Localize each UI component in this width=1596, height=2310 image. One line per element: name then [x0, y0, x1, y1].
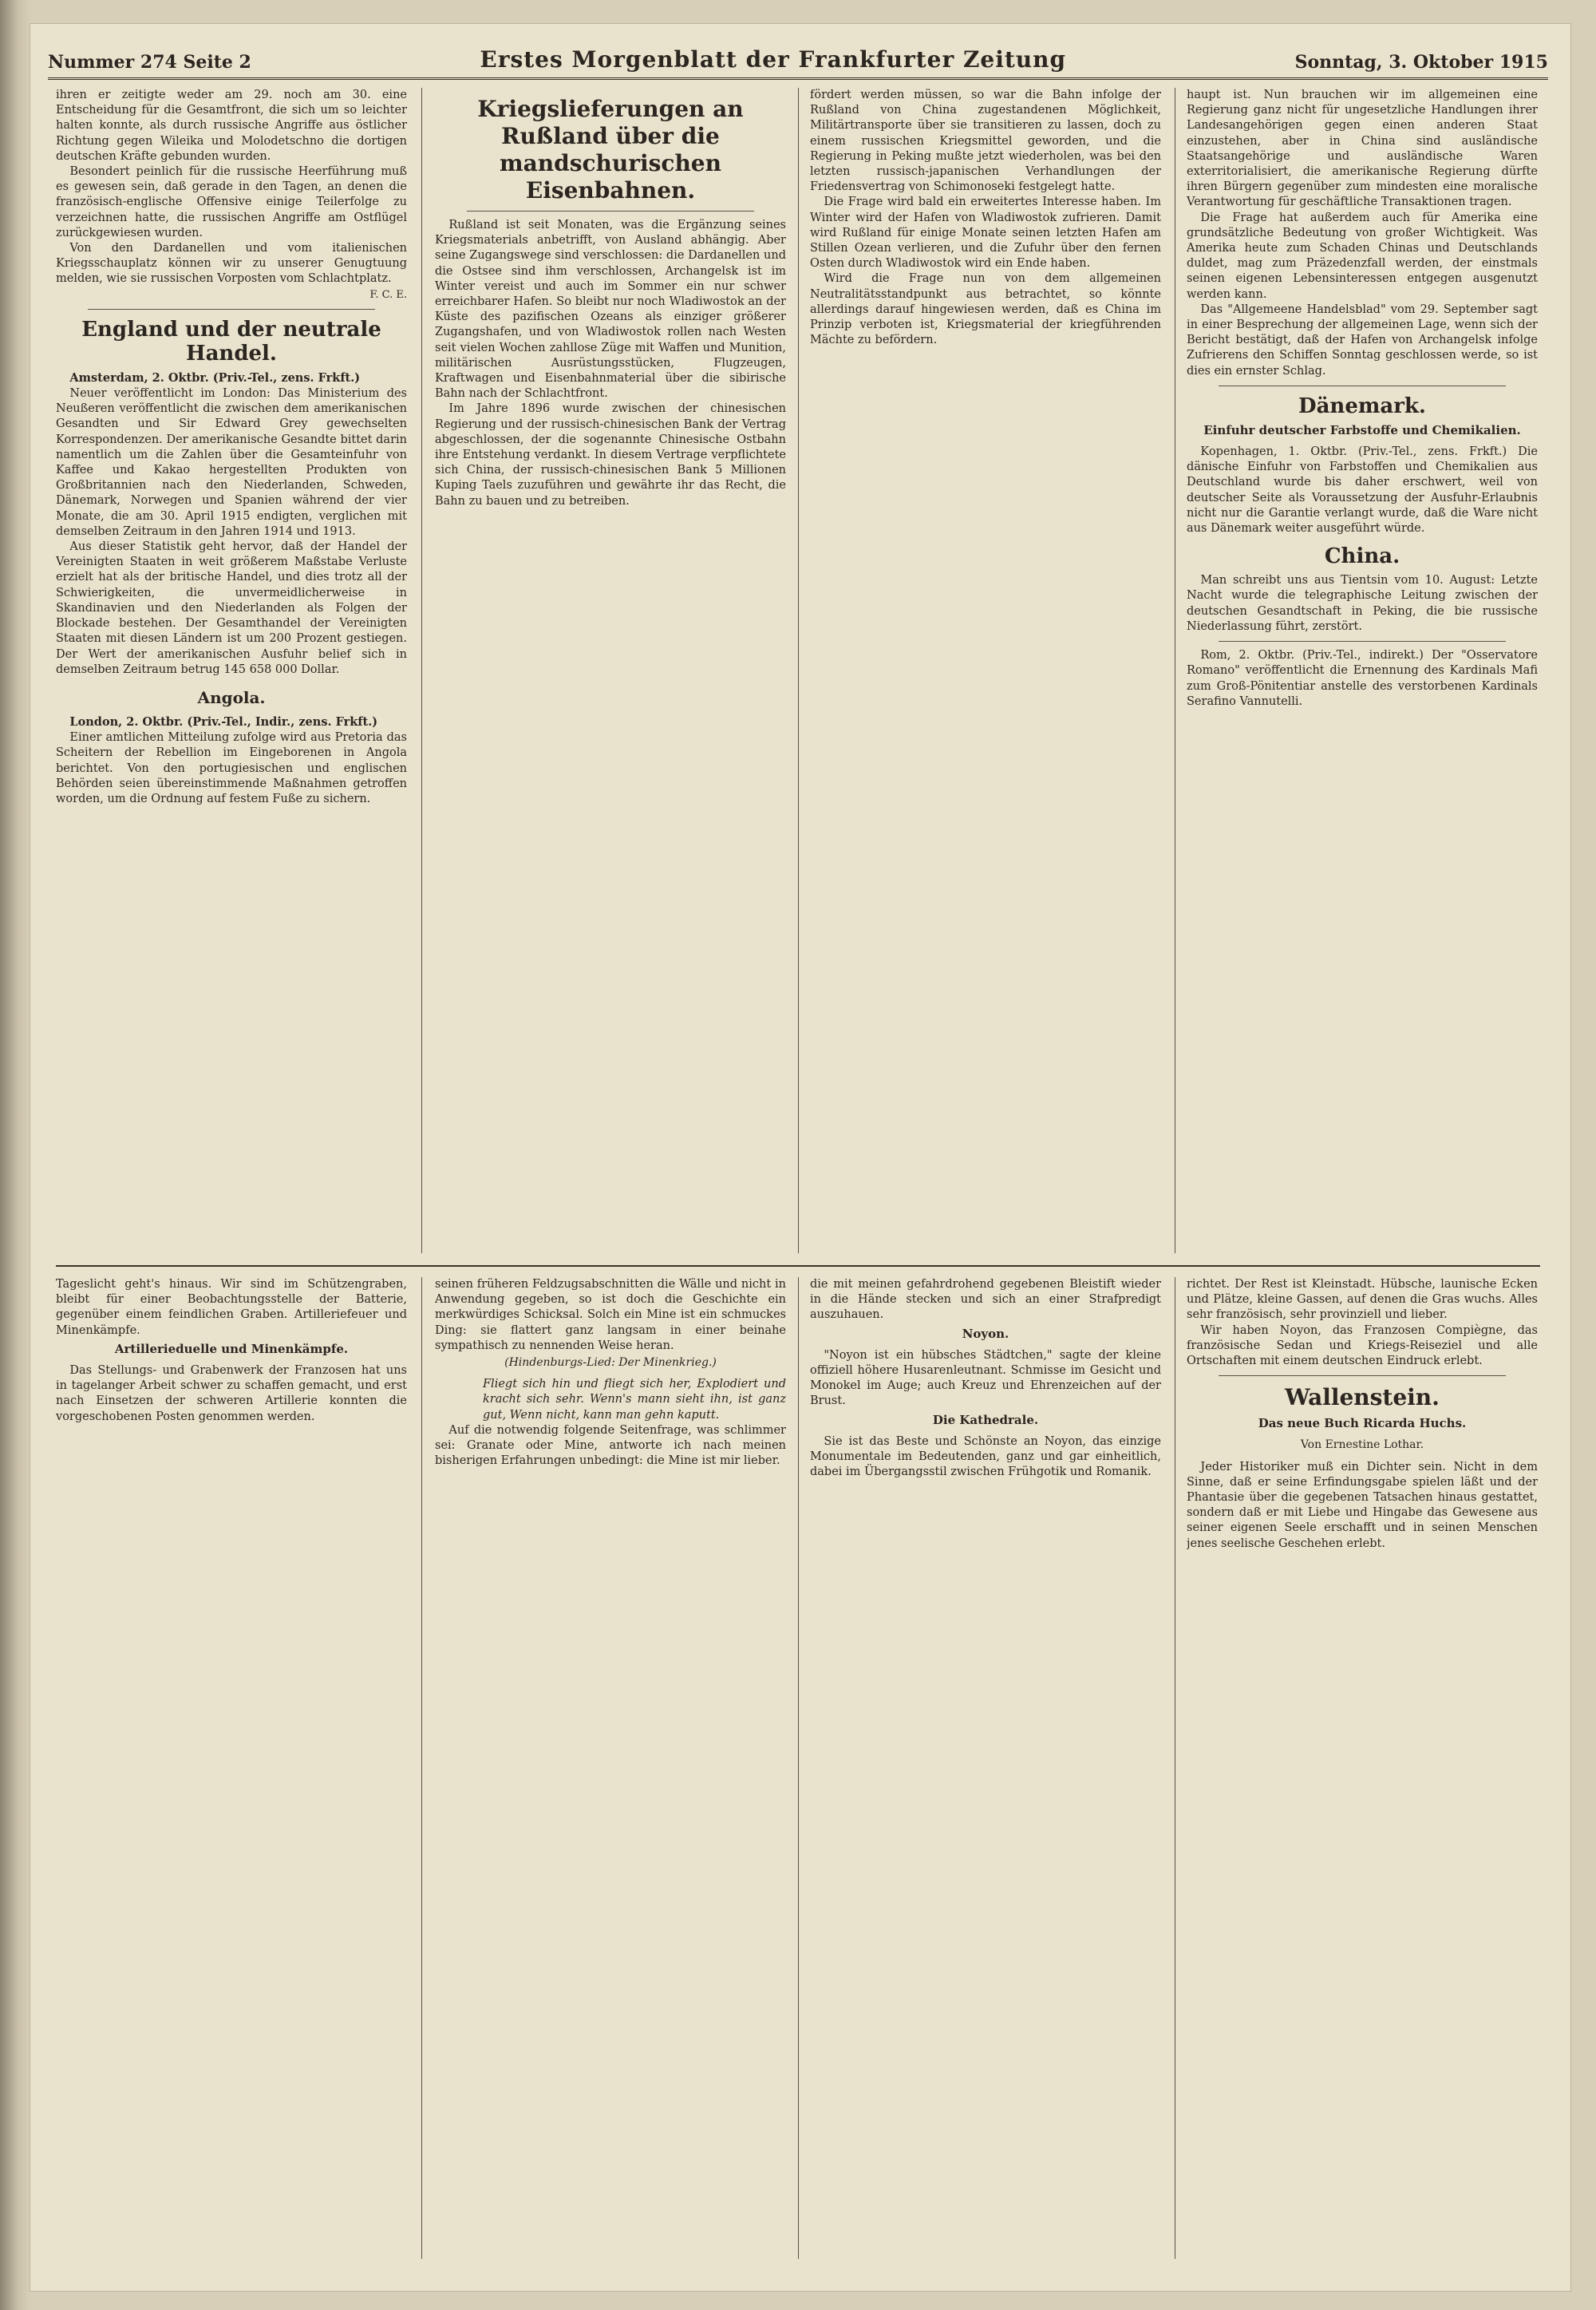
article-text: Besondert peinlich für die russische Heerführung muß es gewesen sein, daß gerade in den Tagen, an denen die französisch-englische Offensive einige Teilerfolge zu verzeichnen hatte, die russischen Angriffe am Ostflügel zurückgewiesen wurden.	[56, 165, 407, 239]
author-signature: F. C. E.	[369, 288, 407, 301]
daenemark-subheading: Einfuhr deutscher Farbstoffe und Chemikalien.	[1203, 422, 1521, 437]
book-binding	[0, 0, 30, 2310]
article-quote: Aus dieser Statistik geht hervor, daß der Handel der Vereinigten Staaten in weit größerem Maßstabe Verluste erzielt hat als der britische Handel, und dies trotz all der Schwierigkeiten, die unvermeidlicherweise in Skandinavien und den Niederlanden als Folgen der Blockade bestehen. Der Gesamthandel der Vereinigten Staaten mit diesen Ländern ist um 200 Prozent gestiegen. Der Wert der amerikanischen Ausfuhr belief sich in demselben Zeitraum betrug 145 658 000 Dollar.	[56, 540, 407, 676]
divider	[1219, 641, 1506, 642]
article-text: Einer amtlichen Mitteilung zufolge wird aus Pretoria das Scheitern der Rebellion im Eingeborenen in Angola berichtet. Von den portugiesischen und englischen Behörden seien übereinstimmende Maßnahmen getroffen worden, um die Ordnung auf festem Fuße zu sichern.	[56, 731, 407, 805]
section-subheading: Artillerieduelle und Minenkämpfe.	[114, 1341, 349, 1356]
england-heading: England und der neutrale Handel.	[81, 317, 381, 366]
issue-number: Nummer 274 Seite 2	[48, 52, 251, 73]
article-text: richtet. Der Rest ist Kleinstadt. Hübsche, launische Ecken und Plätze, kleine Gassen, auf denen die Gras wuchs. Alles sehr französisch, sehr provinziell und lieber.	[1187, 1278, 1538, 1322]
article-text: "Noyon ist ein hübsches Städtchen," sagte der kleine offiziell höhere Husarenleutnant. Schmisse im Gesicht und Monokel im Auge; auch Kreuz und Ehrenzeichen auf der Brust.	[810, 1348, 1161, 1408]
article-text: Tageslicht geht's hinaus. Wir sind im Schützengraben, bleibt für einer Beobachtungsstelle der Batterie, gegenüber einem feindlichen Graben. Artilleriefeuer und Minenkämpfe.	[56, 1278, 407, 1337]
column-2	[435, 88, 786, 1261]
dateline	[56, 370, 407, 386]
railway-heading: Kriegslieferungen an Rußland über die mandschurischen Eisenbahnen.	[477, 96, 744, 204]
section-subheading: Noyon.	[962, 1326, 1009, 1341]
lower-column-1	[56, 1277, 407, 2275]
section-rule	[56, 1265, 1540, 1267]
article-text: Kopenhagen, 1. Oktbr. (Priv.-Tel., zens. Frkft.) Die dänische Einfuhr von Farbstoffen und Chemikalien aus Deutschland wurde bis daher erschwert, weil von deutscher Seite als Voraussetzung der Ausfuhr-Erlaubnis nicht nur die Garantie verlangt wurde, daß die Ware nicht aus Dänemark weiter ausgeführt würde.	[1187, 445, 1538, 536]
article-text: Rußland ist seit Monaten, was die Ergänzung seines Kriegsmaterials anbetrifft, von Ausland abhängig. Aber seine Zugangswege sind verschlossen: die Dardanellen und die Ostsee sind ihm verschlossen, Archangelsk ist im Winter vereist und auch im Sommer ein nur schwer erreichbarer Hafen. So bleibt nur noch Wladiwostok an der Küste des pazifischen Ozeans als einziger größerer Zugangshafen, und von Wladiwostok rollen nach Westen seit vielen Wochen zahllose Züge mit Waffen und Munition, militärischen Ausrüstungsstücken, Flugzeugen, Kraftwagen und Eisenbahnmaterial über die sibirische Bahn nach der Schlachtfront.	[435, 219, 786, 401]
column-1	[56, 88, 407, 1261]
lower-column-2	[435, 1277, 786, 2275]
article-text: Neuer veröffentlicht im London: Das Ministerium des Neußeren veröffentlicht die zwischen dem amerikanischen Gesandten und Sir Edward Grey gewechselten Korrespondenzen. Der amerikanische Gesandte bittet darin namentlich um die Zahlen über die Gesamteinfuhr von Kaffee und Kakao hergestellten Produkten von Großbritannien nach den Niederlanden, Schweden, Dänemark, Norwegen und Spanien während der vier Monate, die am 30. April 1915 endigten, verglichen mit demselben Zeitraum in den Jahren 1914 und 1913.	[56, 387, 407, 538]
dateline-text: London, 2. Oktbr. (Priv.-Tel., Indir., zens. Frkft.)	[69, 714, 378, 729]
divider	[88, 309, 375, 310]
article-text: Jeder Historiker muß ein Dichter sein. Nicht in dem Sinne, daß er seine Erfindungsgabe spielen läßt und der Phantasie über die gegebenen Tatsachen hinaus gestattet, sondern daß er mit Liebe und Hingabe das Gewesene aus seiner eigenen Seele erschafft und in seinen Menschen jenes seelische Geschehen erlebt.	[1187, 1460, 1538, 1550]
column-rule	[421, 1277, 422, 2259]
poem-text: Fliegt sich hin und fliegt sich her, Explodiert und kracht sich sehr. Wenn's mann sieht ihn, ist ganz gut, Wenn nicht, kann man gehn kaputt.	[483, 1378, 786, 1422]
article-text: ihren er zeitigte weder am 29. noch am 30. eine Entscheidung für die Gesamtfront, die sich um so leichter halten konnte, als durch russische Angriffe aus östlicher Richtung gegen Wileika und Molodetschno die dortigen deutschen Kräfte gebunden wurden.	[56, 89, 407, 163]
article-text: Wir haben Noyon, das Franzosen Compiègne, das französische Sedan und Kriegs-Reiseziel und alle Ortschaften mit einem deutschen Eindruck erlebt.	[1187, 1323, 1538, 1368]
column-4	[1187, 88, 1538, 1261]
article-text: Sie ist das Beste und Schönste an Noyon, das einzige Monumentale im Bedeutenden, ganz und gar einheitlich, dabei im Übergangsstil zwischen Frühgotik und Romanik.	[810, 1434, 1161, 1479]
article-text: Die Frage hat außerdem auch für Amerika eine grundsätzliche Bedeutung von großer Wichtigkeit. Was Amerika heute zum Schaden Chinas und Deutschlands duldet, mag zum Präzedenzfall werden, der einstmals seinen eigenen Lebensinteressen entgegen ausgenutzt werden kann.	[1187, 211, 1538, 301]
china-heading: China.	[1324, 544, 1400, 569]
dateline-text: Amsterdam, 2. Oktbr. (Priv.-Tel., zens. Frkft.)	[69, 370, 361, 385]
wallenstein-subheading: Das neue Buch Ricarda Huchs.	[1258, 1416, 1467, 1431]
author-byline: Von Ernestine Lothar.	[1300, 1438, 1424, 1452]
article-text: Von den Dardanellen und vom italienischen Kriegsschauplatz können wir zu unserer Genugtuung melden, wie sie russischen Vorposten vom Schlachtplatz.	[56, 242, 407, 286]
article-text: Im Jahre 1896 wurde zwischen der chinesischen Regierung und der russisch-chinesischen Bank der Vertrag abgeschlossen, der die sogenannte Chinesische Ostbahn ihre Entstehung verdankt. In diesem Vertrage verpflichtete sich China, der russisch-chinesischen Bank 5 Millionen Kuping Taels zuzuführen und gewährte ihr das Recht, die Bahn zu bauen und zu betreiben.	[435, 402, 786, 508]
article-text: Man schreibt uns aus Tientsin vom 10. August: Letzte Nacht wurde die telegraphische Leitung zwischen der deutschen Gesandtschaft in Peking, die bie russische Niederlassung führt, zerstört.	[1187, 574, 1538, 633]
poem-title: (Hindenburgs-Lied: Der Minenkrieg.)	[504, 1356, 717, 1370]
article-text: Rom, 2. Oktbr. (Priv.-Tel., indirekt.) Der "Osservatore Romano" veröffentlicht die Ernennung des Kardinals Mafi zum Groß-Pönitentiar anstelle des verstorbenen Kardinals Serafino Vannutelli.	[1187, 649, 1538, 708]
divider	[467, 211, 754, 212]
column-rule	[798, 1277, 799, 2259]
column-rule	[421, 88, 422, 1253]
section-subheading: Die Kathedrale.	[932, 1412, 1039, 1427]
article-text: seinen früheren Feldzugsabschnitten die Wälle und nicht in Anwendung gegeben, so ist doch die Geschichte ein merkwürdiges Schicksal. Solch ein Mine ist ein schmuckes Ding: sie flattert ganz langsam in einer beinahe sympathisch zu nennenden Weise heran.	[435, 1278, 786, 1352]
article-text: haupt ist. Nun brauchen wir im allgemeinen eine Regierung ganz nicht für ungesetzliche Handlungen ihrer Landesangehörigen gegen einen anderen Staat einzustehen, aber in China sind ausländische Staatsangehörige und ausländische Waren exterritorialisiert, die amerikanische Regierung dürfte ihren Bürgern gegenüber zum mindesten eine moralische Verantwortung für geschäftliche Transaktionen tragen.	[1187, 89, 1538, 209]
article-text: Das Stellungs- und Grabenwerk der Franzosen hat uns in tagelanger Arbeit schwer zu schaffen gemacht, und erst nach Einsetzen der schweren Artillerie konnten die vorgeschobenen Posten genommen werden.	[56, 1364, 407, 1423]
lower-column-3	[810, 1277, 1161, 2275]
dateline	[56, 714, 407, 730]
article-text: Auf die notwendig folgende Seitenfrage, was schlimmer sei: Granate oder Mine, antworte ich nach meinen bisherigen Erfahrungen unbedingt: die Mine ist mir lieber.	[435, 1423, 786, 1468]
article-text: die mit meinen gefahrdrohend gegebenen Bleistift wieder in die Hände stecken und sich an einer Strafpredigt auszuhauen.	[810, 1278, 1161, 1322]
divider	[1219, 1375, 1506, 1376]
column-rule	[798, 88, 799, 1253]
lower-column-4	[1187, 1277, 1538, 2275]
angola-heading: Angola.	[197, 687, 266, 707]
newspaper-title: Erstes Morgenblatt der Frankfurter Zeitung	[480, 46, 1067, 73]
issue-date: Sonntag, 3. Oktober 1915	[1294, 52, 1548, 73]
article-text: fördert werden müssen, so war die Bahn infolge der Rußland von China zugestandenen Möglichkeit, Militärtransporte über sie transitieren zu lassen, doch zu einem russischen Kriegsmittel geworden, und die Regierung in Peking mußte jetzt wiederholen, was bei den letzten russisch-japanischen Verhandlungen der Friedensvertrag von Schimonoseki festgelegt hatte.	[810, 89, 1161, 194]
article-text: Wird die Frage nun von dem allgemeinen Neutralitätsstandpunkt aus betrachtet, so könnte allerdings darauf hingewiesen werden, daß es China im Prinzip verboten ist, Kriegsmaterial der kriegführenden Mächte zu befördern.	[810, 272, 1161, 347]
masthead	[48, 40, 1548, 80]
column-3	[810, 88, 1161, 1261]
article-text: Das "Allgemeene Handelsblad" vom 29. September sagt in einer Besprechung der allgemeinen Lage, wenn sich der Bericht bestätigt, daß der Hafen von Archangelsk infolge Zufrierens den Schiffen Sonntag geschlossen werde, so ist dies ein ernster Schlag.	[1187, 303, 1538, 378]
article-text: Die Frage wird bald ein erweitertes Interesse haben. Im Winter wird der Hafen von Wladiwostok zufrieren. Damit wird Rußland für einige Monate seinen letzten Hafen am Stillen Ozean verlieren, und die Zufuhr über den fernen Osten durch Wladiwostok wird ein Ende haben.	[810, 196, 1161, 271]
wallenstein-heading: Wallenstein.	[1285, 1384, 1440, 1411]
daenemark-heading: Dänemark.	[1298, 394, 1426, 418]
